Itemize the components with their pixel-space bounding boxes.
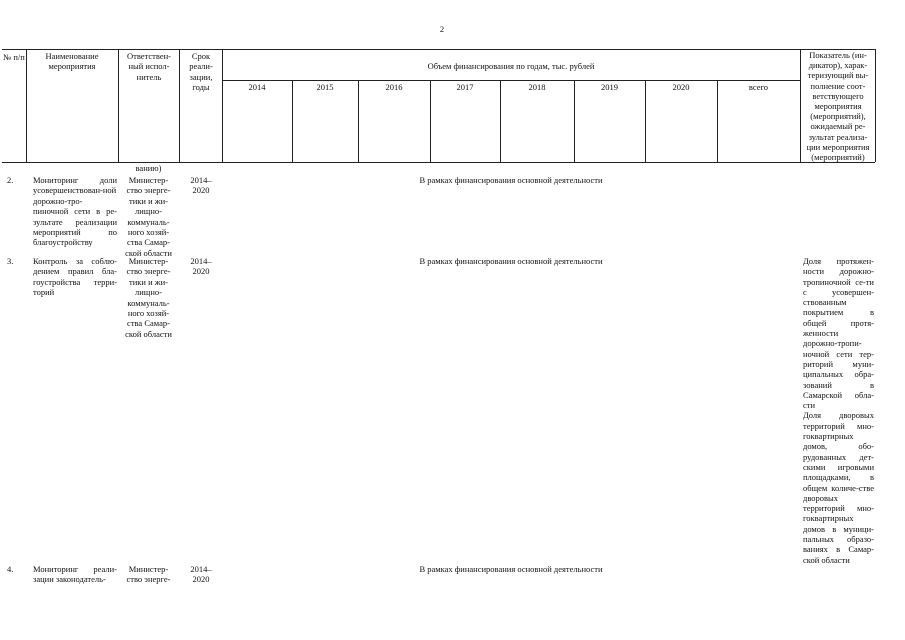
header-year-2020: 2020 <box>672 82 690 92</box>
header-indicator: Показатель (ин- дикатор), харак- теризующий вы- полнение соот- ветствующего мероприятия (мероприятий), ожидаемый ре- зультат реализа- ции мероприятия (мероприятий) <box>806 50 870 163</box>
header-executor: Ответствен- ный испол- нитель <box>126 51 171 82</box>
row-name: Контроль за соблю-дением правил бла-гоустройства терри-торий <box>33 256 117 298</box>
row-term: 2014– 2020 <box>190 175 212 196</box>
row-executor: Министер- ство энерге- тики и жи- лищно- коммуналь- ного хозяй- ства Самар- ской области <box>125 175 172 258</box>
row-num: 2. <box>7 175 14 185</box>
table-right-border <box>875 49 876 162</box>
row-indicator: Доля протяжен-ности дорожно-тропиночной се-ти с усовершен-ствованным покрытием в общей протя-женности дорожно-тропи-ночной сети тер-риторий муни-ципальных обра-зований в Самарской обла-сти Доля дворовых территорий мно-гоквартирных домов, обо-рудованных дет-скими игровыми площадками, в общем количе-стве дворовых территорий мно-гоквартирных домов в муници-пальных образо-ваниях в Самар-ской области <box>803 256 874 565</box>
carryover-executor-text: ванию) <box>135 163 162 173</box>
row-term: 2014– 2020 <box>190 256 212 277</box>
header-term: Срок реали- зации, годы <box>189 51 213 93</box>
header-financing: Объем финансирования по годам, тыс. рублей <box>427 61 595 71</box>
header-year-2017: 2017 <box>456 82 474 92</box>
header-year-2015: 2015 <box>316 82 334 92</box>
header-year-2014: 2014 <box>248 82 266 92</box>
row-num: 4. <box>7 564 14 574</box>
header-year-2018: 2018 <box>528 82 546 92</box>
page-number: 2 <box>439 24 445 34</box>
row-executor: Министер- ство энерге- <box>126 564 171 585</box>
header-num: № п/п <box>3 52 25 62</box>
table-top-border <box>2 49 875 50</box>
row-num: 3. <box>7 256 14 266</box>
header-year-2019: 2019 <box>601 82 618 92</box>
financing-subheader-border <box>222 80 800 81</box>
row-name: Мониторинг доли усовершенствован-ной дорожно-тро-пиночной сети в ре-зультате реализации мероприятий по благоустройству <box>33 175 117 248</box>
row-name: Мониторинг реали-зации законодатель- <box>33 564 117 585</box>
header-total: всего <box>748 82 769 92</box>
row-term: 2014– 2020 <box>190 564 212 585</box>
header-name: Наименование мероприятия <box>45 51 99 72</box>
row-financing: В рамках финансирования основной деятельности <box>419 175 603 185</box>
col-divider <box>26 49 27 162</box>
row-financing: В рамках финансирования основной деятельности <box>419 564 603 574</box>
row-executor: Министер- ство энерге- тики и жи- лищно- коммуналь- ного хозяй- ства Самар- ской области <box>125 256 172 339</box>
row-financing: В рамках финансирования основной деятельности <box>419 256 603 266</box>
header-year-2016: 2016 <box>385 82 403 92</box>
